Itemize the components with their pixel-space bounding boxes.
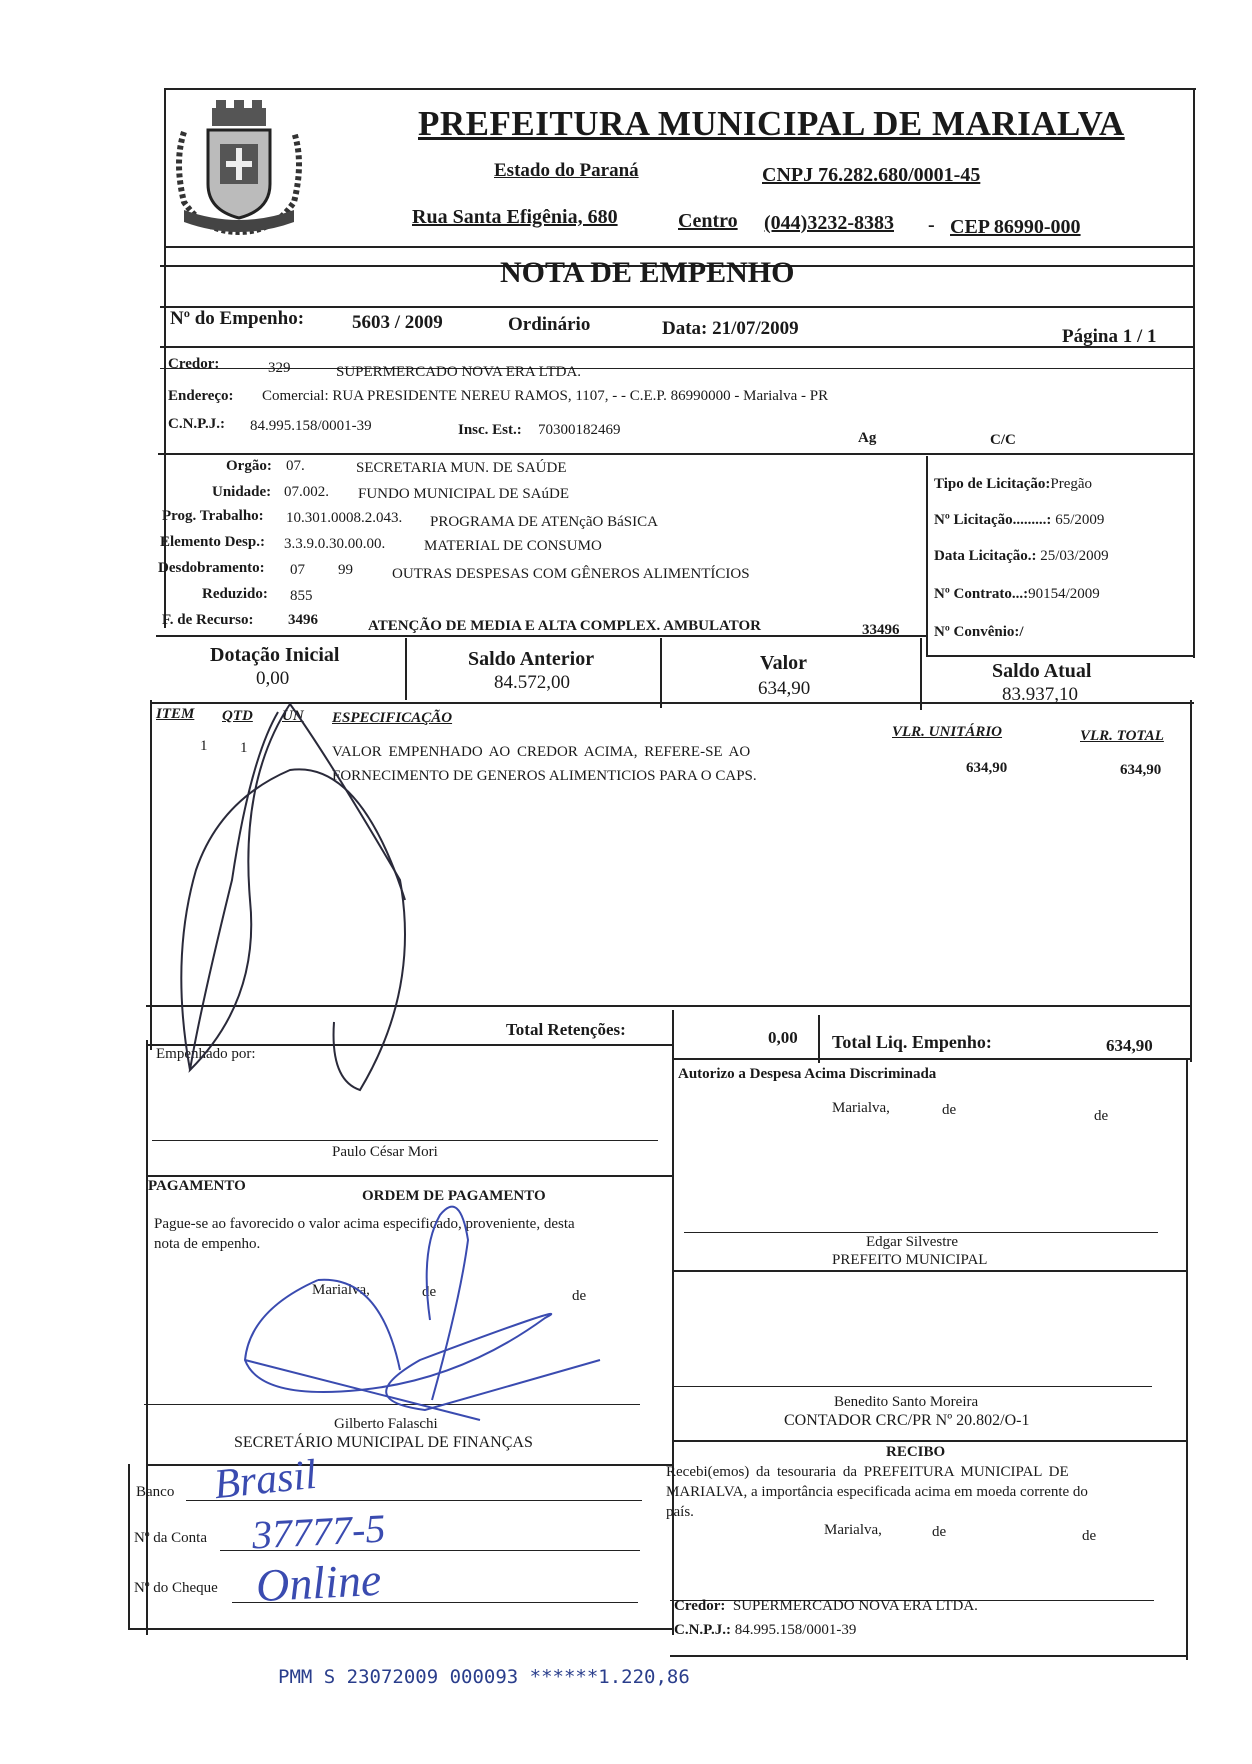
address-label: Endereço: <box>168 388 234 404</box>
col-vlr-total: VLR. TOTAL <box>1080 728 1164 744</box>
valor-label: Valor <box>760 652 808 674</box>
credor-label: Credor: <box>168 356 220 372</box>
autorizo-label: Autorizo a Despesa Acima Discriminada <box>678 1066 937 1082</box>
recibo-text-1: Recebi(emos) da tesouraria da PREFEITURA MUNICIPAL DE <box>666 1464 1069 1480</box>
saldo-anterior-label: Saldo Anterior <box>468 648 595 670</box>
orgao-label: Orgão: <box>226 458 272 474</box>
saldo-atual-label: Saldo Atual <box>992 660 1092 682</box>
recibo-credor-name: SUPERMERCADO NOVA ERA LTDA. <box>732 1598 978 1614</box>
pagamento-text-2: nota de empenho. <box>154 1236 261 1252</box>
bank-stamp: PMM S 23072009 000093 ******1.220,86 <box>278 1666 690 1688</box>
secretario-role: SECRETÁRIO MUNICIPAL DE FINANÇAS <box>234 1434 533 1451</box>
recibo-credor <box>674 1598 978 1615</box>
licitacao-tipo <box>934 476 1092 493</box>
licitacao-numero-value: 65/2009 <box>1055 512 1105 528</box>
pagamento-text-1: Pague-se ao favorecido o valor acima especificado, proveniente, desta <box>154 1216 575 1232</box>
document-title: NOTA DE EMPENHO <box>500 256 795 289</box>
dotacao-label: Dotação Inicial <box>210 644 340 666</box>
prog-code: 10.301.0008.2.043. <box>286 510 403 526</box>
total-retencoes-value: 0,00 <box>768 1028 798 1047</box>
col-un: UN <box>282 708 304 724</box>
reduzido-value: 855 <box>290 588 313 604</box>
banco-handwritten: Brasil <box>211 1451 319 1509</box>
item-qtd: 1 <box>240 740 248 756</box>
licitacao-tipo-label: Tipo de Licitação: <box>934 476 1051 492</box>
autorizo-city: Marialva, <box>832 1100 890 1116</box>
col-qtd: QTD <box>222 708 253 724</box>
empenhado-label: Empenhado por: <box>156 1046 256 1062</box>
licitacao-data-value: 25/03/2009 <box>1040 548 1109 564</box>
contrato-label: Nº Contrato...: <box>934 586 1029 602</box>
agency-label: Ag <box>858 430 877 446</box>
pagamento-de-1: de <box>422 1284 437 1300</box>
recibo-cnpj-label: C.N.P.J.: <box>674 1622 731 1638</box>
contador-name: Benedito Santo Moreira <box>834 1394 979 1410</box>
empenho-type: Ordinário <box>508 314 591 335</box>
ordem-pagamento-label: ORDEM DE PAGAMENTO <box>362 1188 546 1204</box>
state-label: Estado do Paraná <box>494 160 639 181</box>
blue-signature <box>245 1207 600 1420</box>
desdobramento-a: 07 <box>290 562 305 578</box>
account-label: C/C <box>990 432 1016 448</box>
elemento-code: 3.3.9.0.30.00.00. <box>284 536 386 552</box>
prog-label: Prog. Trabalho: <box>162 508 264 524</box>
credor-code: 329 <box>268 360 291 376</box>
cheque-label: Nº do Cheque <box>134 1580 218 1596</box>
licitacao-numero-label: Nº Licitação.........: <box>934 512 1052 528</box>
pagamento-label: PAGAMENTO <box>148 1178 246 1194</box>
col-vlr-unitario: VLR. UNITÁRIO <box>892 724 1003 740</box>
header-district: Centro <box>678 210 738 232</box>
item-unit-value: 634,90 <box>966 760 1008 776</box>
empenho-number: 5603 / 2009 <box>352 312 443 333</box>
item-number: 1 <box>200 738 208 754</box>
recibo-de-2: de <box>1082 1528 1097 1544</box>
empenho-label: Nº do Empenho: <box>170 308 305 329</box>
recibo-text-2: MARIALVA, a importância especificada acima em moeda corrente do <box>666 1484 1088 1500</box>
credor-name: SUPERMERCADO NOVA ERA LTDA. <box>336 364 582 380</box>
col-especificacao: ESPECIFICAÇÃO <box>332 710 453 726</box>
desdobramento-label: Desdobramento: <box>158 560 265 576</box>
autorizo-de-2: de <box>1094 1108 1109 1124</box>
header-cnpj: CNPJ 76.282.680/0001-45 <box>762 164 981 186</box>
dotacao-value: 0,00 <box>256 668 290 689</box>
cheque-handwritten: Online <box>254 1553 383 1612</box>
elemento-name: MATERIAL DE CONSUMO <box>424 538 602 554</box>
licitacao-numero <box>934 512 1104 529</box>
contador-role: CONTADOR CRC/PR Nº 20.802/O-1 <box>784 1412 1030 1429</box>
total-liquido-label: Total Liq. Empenho: <box>832 1032 992 1052</box>
desdobramento-b: 99 <box>338 562 353 578</box>
licitacao-data <box>934 548 1109 565</box>
conta-handwritten: 37777-5 <box>250 1505 387 1558</box>
recibo-text-3: país. <box>666 1504 694 1520</box>
item-description-1: VALOR EMPENHADO AO CREDOR ACIMA, REFERE-SE AO <box>332 744 751 760</box>
empenhado-name: Paulo César Mori <box>332 1144 438 1160</box>
saldo-anterior-value: 84.572,00 <box>494 672 570 693</box>
credor-address: Comercial: RUA PRESIDENTE NEREU RAMOS, 1107, - - C.E.P. 86990000 - Marialva - PR <box>262 388 829 404</box>
item-description-2: FORNECIMENTO DE GENEROS ALIMENTICIOS PARA O CAPS. <box>332 768 757 784</box>
elemento-label: Elemento Desp.: <box>160 534 265 550</box>
unidade-code: 07.002. <box>284 484 329 500</box>
black-signature <box>181 704 405 1090</box>
item-total-value: 634,90 <box>1120 762 1162 778</box>
unidade-name: FUNDO MUNICIPAL DE SAúDE <box>358 486 569 502</box>
secretario-name: Gilberto Falaschi <box>334 1416 438 1432</box>
recibo-cnpj <box>674 1622 856 1639</box>
cnpj-label: C.N.P.J.: <box>168 416 225 432</box>
header-address: Rua Santa Efigênia, 680 <box>412 206 618 228</box>
autorizo-de-1: de <box>942 1102 957 1118</box>
recurso-label: F. de Recurso: <box>162 612 254 628</box>
crest-icon <box>164 92 314 242</box>
prefeito-name: Edgar Silvestre <box>866 1234 959 1250</box>
credor-ie: 70300182469 <box>538 422 621 438</box>
recurso-name: ATENÇÃO DE MEDIA E ALTA COMPLEX. AMBULATOR <box>368 618 761 634</box>
recibo-city: Marialva, <box>824 1522 882 1538</box>
prog-name: PROGRAMA DE ATENçãO BáSICA <box>430 514 658 530</box>
pagamento-city: Marialva, <box>312 1282 370 1298</box>
credor-cnpj: 84.995.158/0001-39 <box>250 418 372 434</box>
valor-value: 634,90 <box>758 678 811 699</box>
header-dash: - <box>928 214 935 236</box>
header-phone: (044)3232-8383 <box>764 212 894 234</box>
recurso-code: 3496 <box>288 612 318 628</box>
recibo-cnpj-value: 84.995.158/0001-39 <box>734 1622 857 1638</box>
contrato-value: 90154/2009 <box>1028 586 1100 602</box>
orgao-name: SECRETARIA MUN. DE SAÚDE <box>356 460 567 476</box>
col-item: ITEM <box>156 706 195 722</box>
convenio-label: Nº Convênio:/ <box>934 624 1024 640</box>
conta-label: Nº da Conta <box>134 1530 207 1546</box>
pagamento-de-2: de <box>572 1288 587 1304</box>
ie-label: Insc. Est.: <box>458 422 522 438</box>
desdobramento-name: OUTRAS DESPESAS COM GÊNEROS ALIMENTÍCIOS <box>392 566 750 582</box>
recurso-number: 33496 <box>862 622 900 638</box>
recibo-de-1: de <box>932 1524 947 1540</box>
licitacao-tipo-value: Pregão <box>1050 476 1093 492</box>
header-cep: CEP 86990-000 <box>950 216 1081 238</box>
saldo-atual-value: 83.937,10 <box>1002 684 1078 705</box>
total-retencoes-label: Total Retenções: <box>506 1020 626 1039</box>
empenho-date: Data: 21/07/2009 <box>662 318 799 339</box>
reduzido-label: Reduzido: <box>202 586 268 602</box>
prefeito-role: PREFEITO MUNICIPAL <box>832 1252 988 1268</box>
page-number: Página 1 / 1 <box>1062 326 1157 347</box>
municipal-crest <box>164 92 314 242</box>
licitacao-data-label: Data Licitação.: <box>934 548 1037 564</box>
recibo-credor-label: Credor: <box>674 1598 726 1614</box>
banco-label: Banco <box>136 1484 175 1500</box>
contrato <box>934 586 1100 603</box>
total-liquido-value: 634,90 <box>1106 1036 1153 1055</box>
recibo-label: RECIBO <box>886 1444 946 1460</box>
unidade-label: Unidade: <box>212 484 272 500</box>
prefeitura-title: PREFEITURA MUNICIPAL DE MARIALVA <box>418 104 1125 143</box>
orgao-code: 07. <box>286 458 305 474</box>
